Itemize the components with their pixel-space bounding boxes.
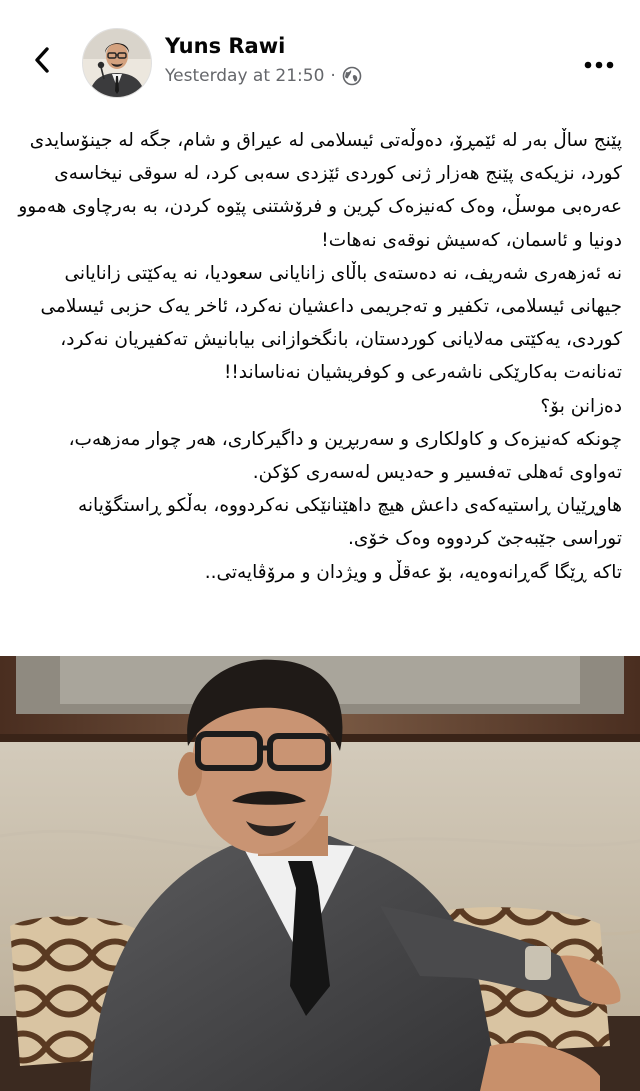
post-paragraph: هاوڕێیان ڕاستیەکەی داعش هیچ داهێنانێکی نەکردووە، بەڵکو ڕاستگۆیانە توراسی جێبەجێ کردووە وەک خۆی.: [77, 495, 622, 550]
post-header: [0, 0, 640, 120]
post-paragraph: پێنج ساڵ بەر لە ئێمڕۆ، دەوڵەتی ئیسلامی لە عیراق و شام، جگە لە جینۆسایدی کورد، نزیکەی پێنج هەزار ژنی کوردی ئێزدی سەبی کرد، لە سوقی نیخاسەی عەرەبی موسڵ، وەک کەنیزەک کڕین و فرۆشتنی پێوە کردن، بە بەرچاوی هەموو دونیا و ئاسمان، کەسیش نوقەی نەهات!: [18, 130, 622, 251]
more-horizontal-icon: [584, 54, 614, 73]
more-options-button[interactable]: [578, 48, 620, 78]
post-photo[interactable]: [0, 656, 640, 1091]
post-timestamp[interactable]: Yesterday at 21:50: [165, 66, 325, 86]
post-paragraph: تاکە ڕێگا گەڕانەوەیە، بۆ عەقڵ و ویژدان و مرۆڤایەتی..: [204, 561, 622, 583]
globe-icon[interactable]: [342, 66, 362, 86]
post-text: [18, 124, 622, 589]
back-button[interactable]: [24, 44, 60, 80]
meta-separator: ·: [330, 66, 336, 86]
chevron-left-icon: [30, 45, 54, 79]
post-paragraph: دەزانن بۆ؟: [540, 395, 622, 417]
author-name[interactable]: Yuns Rawi: [165, 34, 286, 58]
post-meta: [165, 66, 362, 86]
avatar[interactable]: [82, 28, 152, 98]
post-paragraph: چونکە کەنیزەک و کاولکاری و سەربڕین و داگیرکاری، هەر چوار مەزهەب، تەواوی ئەهلی تەفسیر و حەدیس لەسەری کۆکن.: [68, 428, 622, 484]
post-paragraph: نە ئەزهەری شەریف، نە دەستەی باڵای زانایانی سعودیا، نە یەکێتی زانایانی جیهانی ئیسلامی، تکفیر و تەجریمی داعشیان نەکرد، ئاخر یەک حزبی ئیسلامی کوردی، یەکێتی مەلایانی کوردستان، بانگخوازانی بیابانیش تەکفیریان نەکرد، تەنانەت بەکارێکی ناشەرعی و کوفریشیان نەناساند!!: [40, 262, 622, 384]
